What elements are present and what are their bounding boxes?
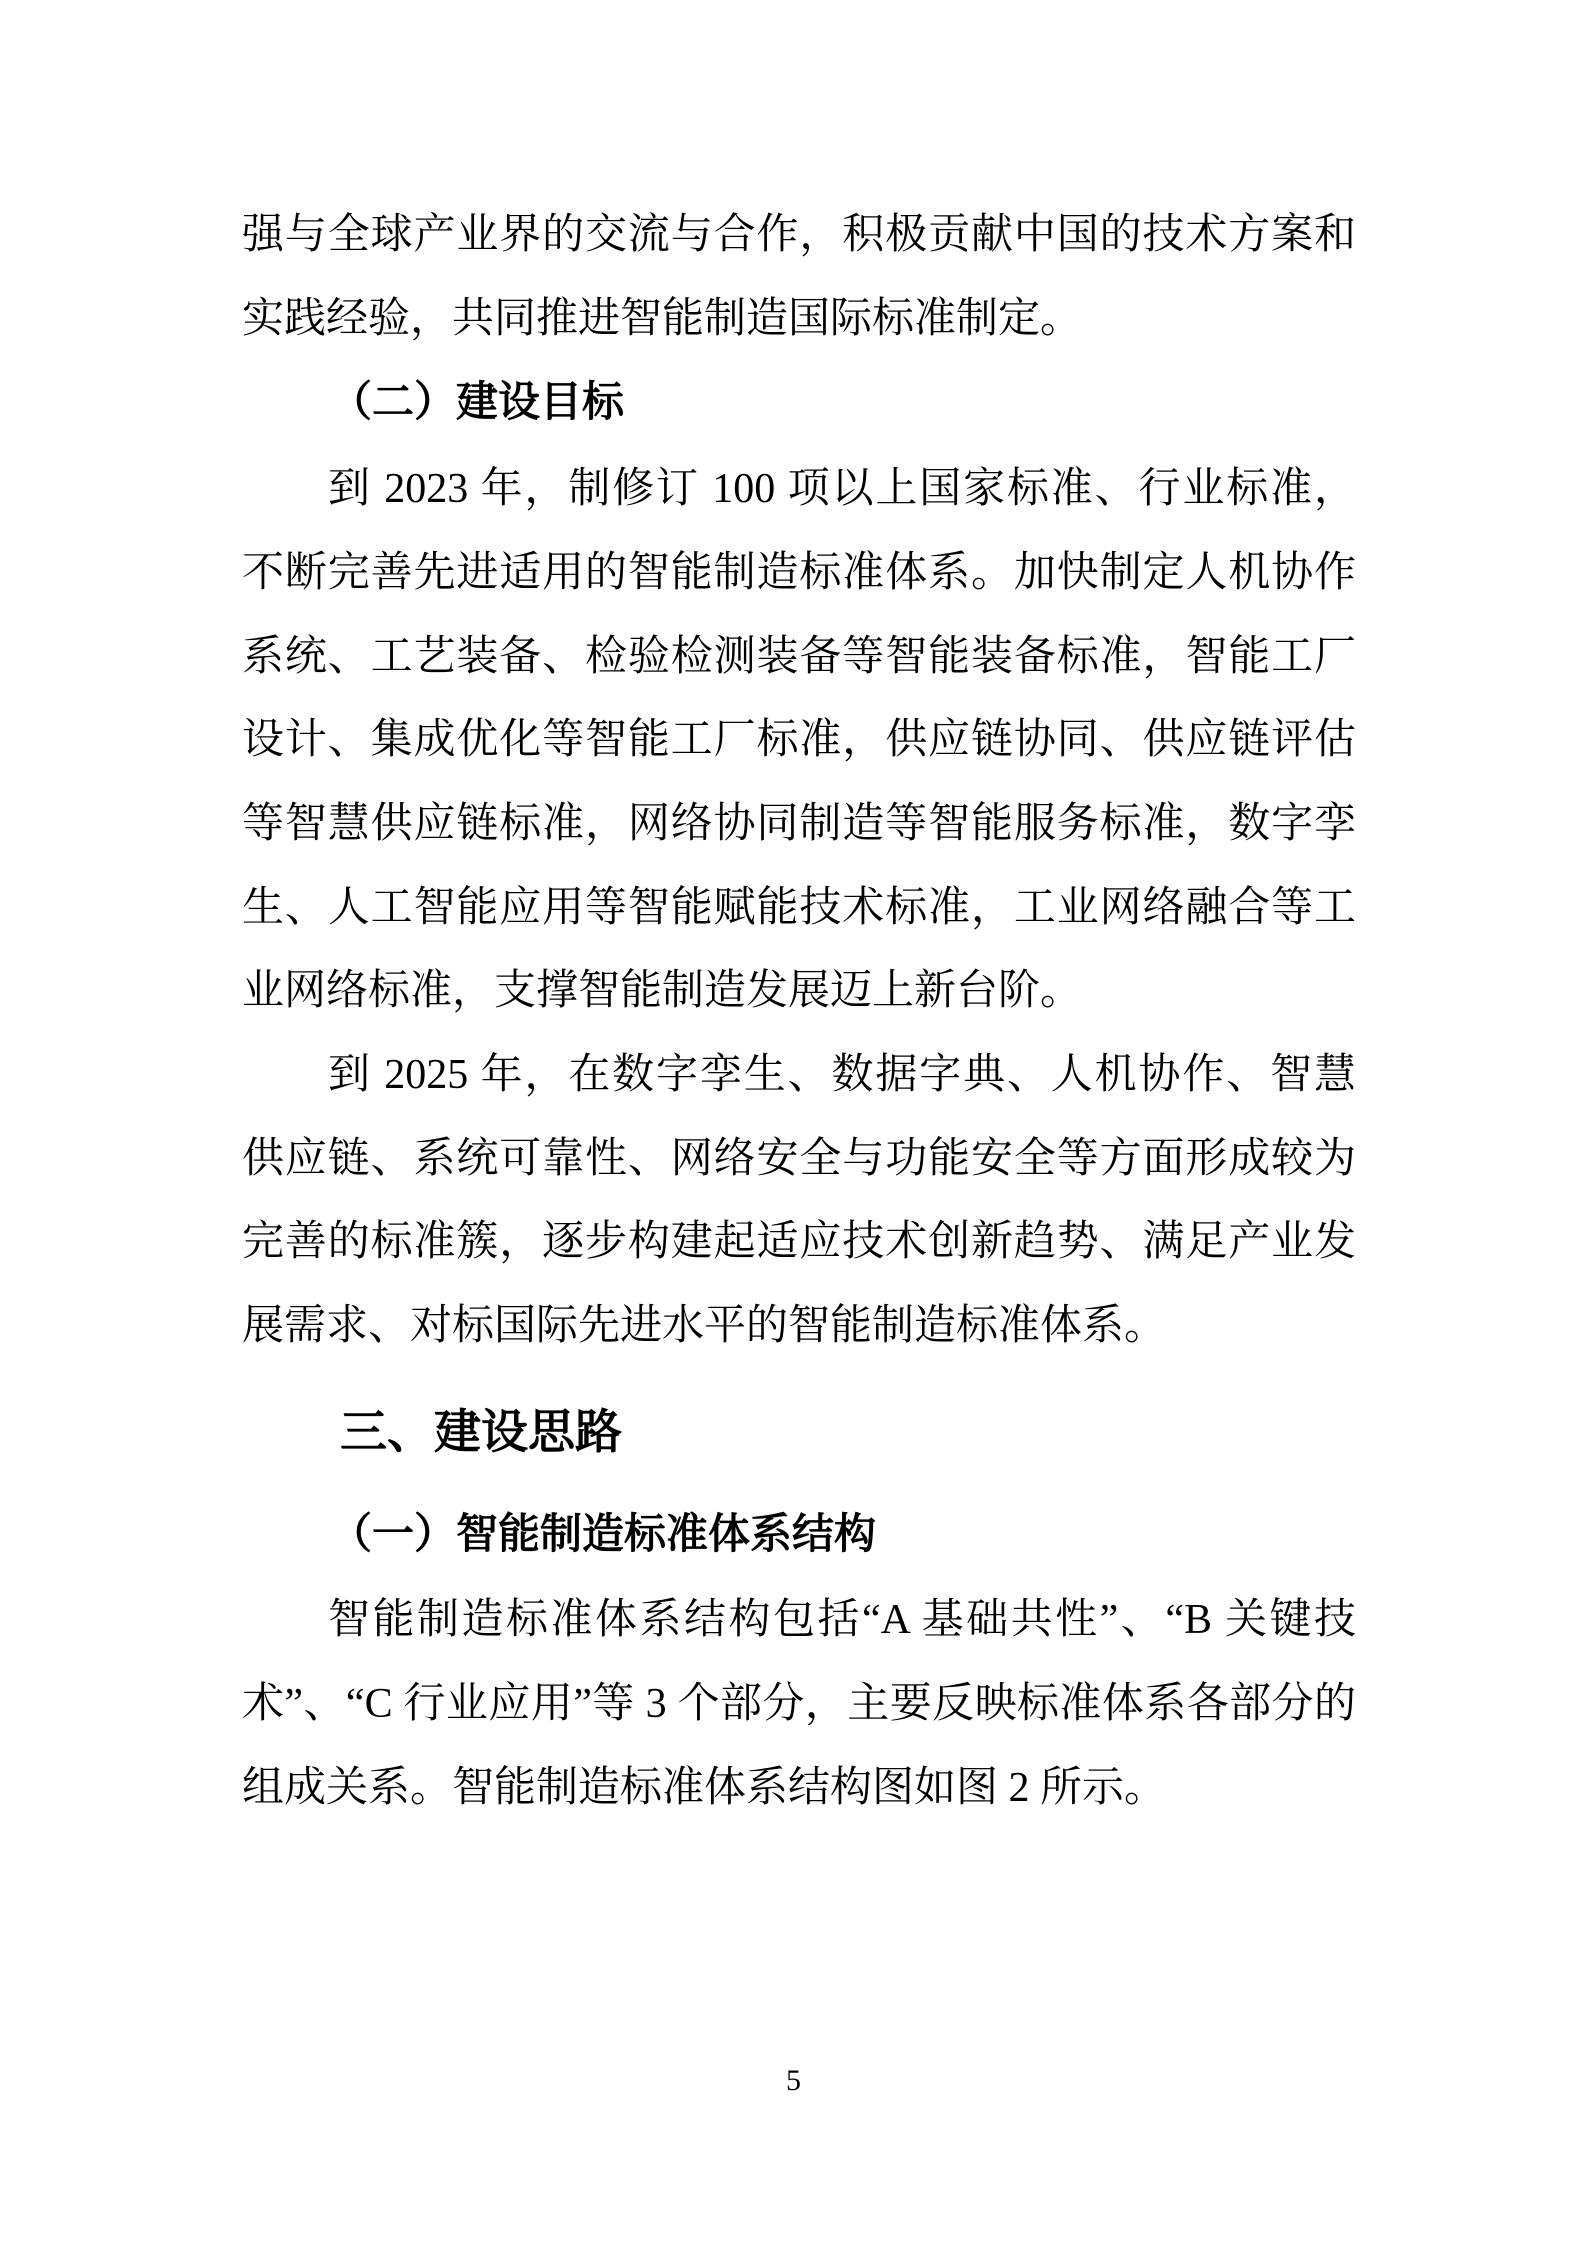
paragraph-line: 供应链、系统可靠性、网络安全与功能安全等方面形成较为 — [242, 1136, 1356, 1182]
paragraph-line: 术”、“C 行业应用”等 3 个部分，主要反映标准体系各部分的 — [242, 1681, 1356, 1727]
paragraph-line: 到 2025 年，在数字孪生、数据字典、人机协作、智慧 — [328, 1052, 1356, 1098]
section-subheading: （二）建设目标 — [330, 380, 625, 426]
paragraph-line: 组成关系。智能制造标准体系结构图如图 2 所示。 — [242, 1765, 1167, 1811]
paragraph-line: 不断完善先进适用的智能制造标准体系。加快制定人机协作 — [242, 550, 1356, 596]
paragraph-line: 到 2023 年，制修订 100 项以上国家标准、行业标准， — [328, 466, 1356, 512]
section-heading: 三、建设思路 — [340, 1407, 622, 1459]
paragraph-line: 系统、工艺装备、检验检测装备等智能装备标准，智能工厂 — [242, 634, 1356, 680]
paragraph-line: 展需求、对标国际先进水平的智能制造标准体系。 — [242, 1303, 1167, 1349]
paragraph-line: 智能制造标准体系结构包括“A 基础共性”、“B 关键技 — [328, 1597, 1356, 1643]
paragraph-line: 实践经验，共同推进智能制造国际标准制定。 — [242, 296, 1083, 342]
page-number: 5 — [786, 2064, 801, 2097]
paragraph-line: 完善的标准簇，逐步构建起适应技术创新趋势、满足产业发 — [242, 1219, 1356, 1265]
paragraph-line: 强与全球产业界的交流与合作，积极贡献中国的技术方案和 — [242, 212, 1356, 258]
paragraph-line: 生、人工智能应用等智能赋能技术标准，工业网络融合等工 — [242, 885, 1356, 931]
paragraph-line: 业网络标准，支撑智能制造发展迈上新台阶。 — [242, 968, 1083, 1014]
paragraph-line: 等智慧供应链标准，网络协同制造等智能服务标准，数字孪 — [242, 801, 1356, 847]
paragraph-line: 设计、集成优化等智能工厂标准，供应链协同、供应链评估 — [242, 717, 1356, 763]
section-subheading: （一）智能制造标准体系结构 — [330, 1512, 877, 1558]
